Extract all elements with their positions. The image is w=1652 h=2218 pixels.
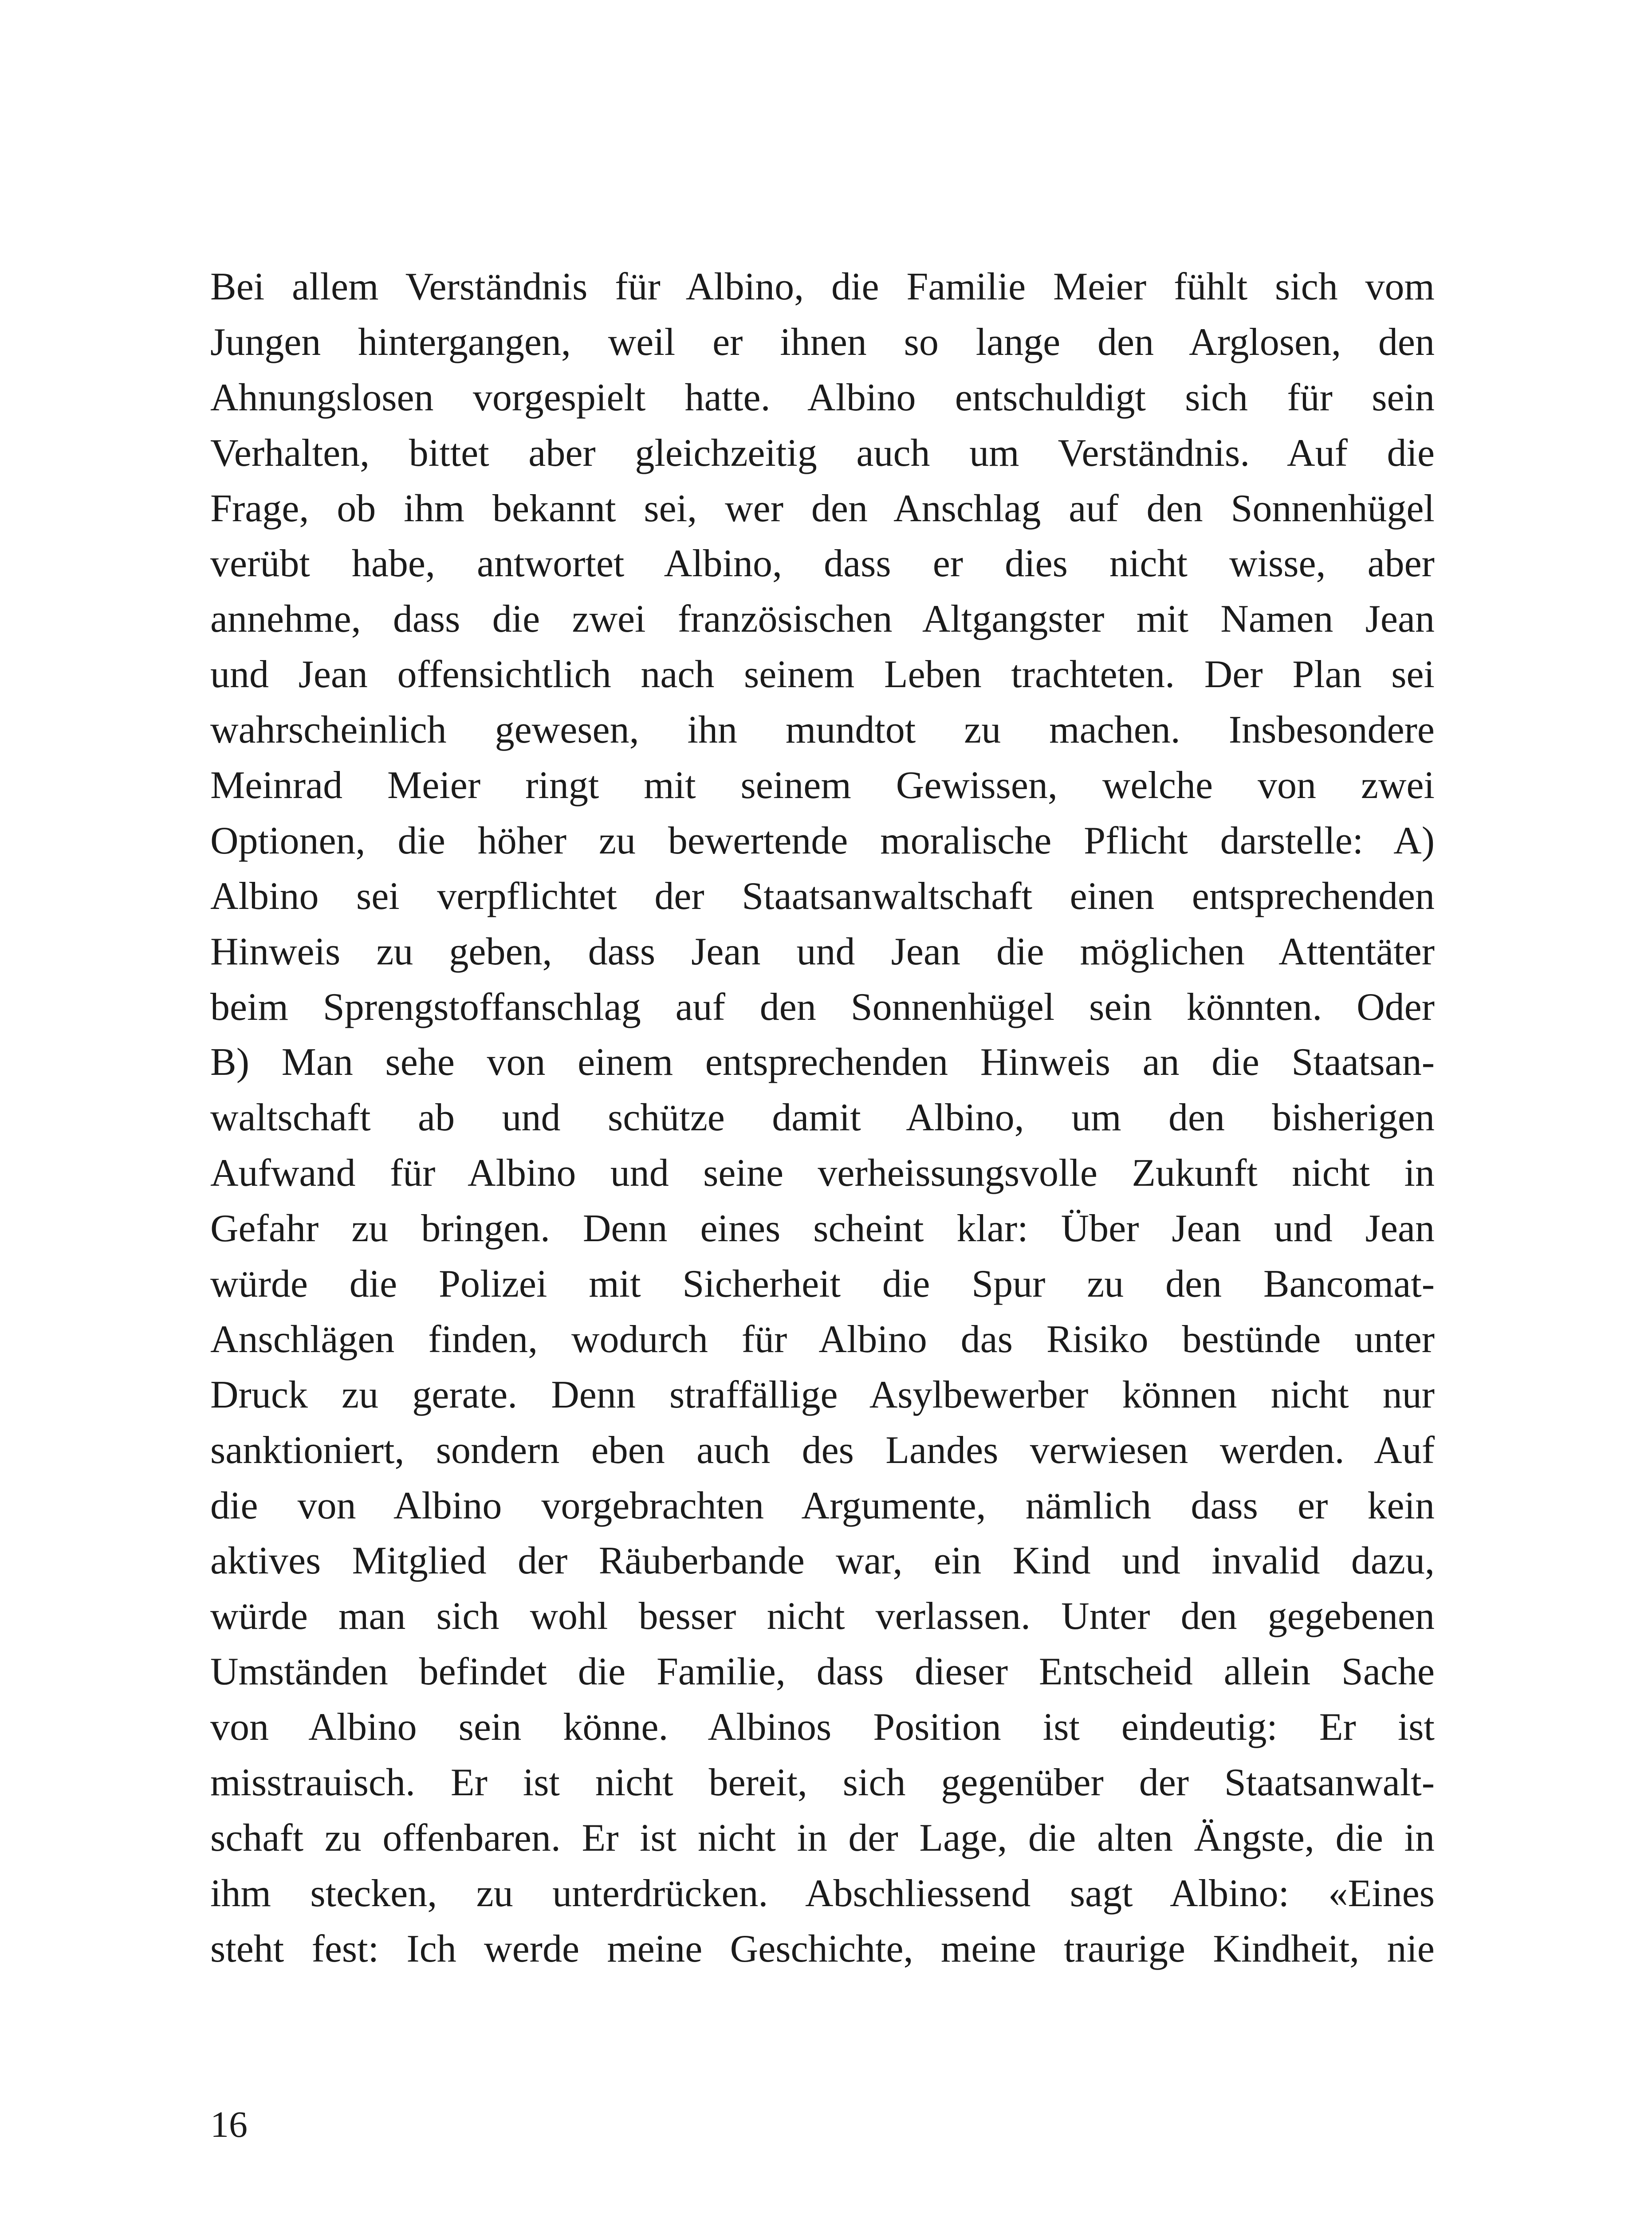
- text-line: Frage, ob ihm bekannt sei, wer den Anschlag auf den Sonnenhügel: [210, 487, 1435, 530]
- text-line: würde man sich wohl besser nicht verlassen. Unter den gegebenen: [210, 1595, 1435, 1638]
- text-line: annehme, dass die zwei französischen Altgangster mit Namen Jean: [210, 598, 1435, 641]
- text-line: Meinrad Meier ringt mit seinem Gewissen, welche von zwei: [210, 764, 1435, 807]
- text-line: verübt habe, antwortet Albino, dass er dies nicht wisse, aber: [210, 542, 1435, 586]
- text-line: Umständen befindet die Familie, dass dieser Entscheid allein Sache: [210, 1650, 1435, 1694]
- text-line: Gefahr zu bringen. Denn eines scheint klar: Über Jean und Jean: [210, 1207, 1435, 1251]
- text-line: würde die Polizei mit Sicherheit die Spur zu den Bancomat-: [210, 1262, 1435, 1306]
- text-line: aktives Mitglied der Räuberbande war, ein Kind und invalid dazu,: [210, 1539, 1435, 1583]
- text-line: misstrauisch. Er ist nicht bereit, sich gegenüber der Staatsanwalt-: [210, 1761, 1435, 1805]
- text-line: die von Albino vorgebrachten Argumente, nämlich dass er kein: [210, 1484, 1435, 1527]
- text-line: beim Sprengstoffanschlag auf den Sonnenhügel sein könnten. Oder: [210, 985, 1435, 1029]
- text-line: Anschlägen finden, wodurch für Albino das Risiko bestünde unter: [210, 1317, 1435, 1361]
- text-line: schaft zu offenbaren. Er ist nicht in der Lage, die alten Ängste, die in: [210, 1816, 1435, 1860]
- text-line: ihm stecken, zu unterdrücken. Abschliessend sagt Albino: «Eines: [210, 1872, 1435, 1915]
- text-line: wahrscheinlich gewesen, ihn mundtot zu machen. Insbesondere: [210, 708, 1435, 752]
- text-line: Verhalten, bittet aber gleichzeitig auch um Verständnis. Auf die: [210, 431, 1435, 475]
- text-line: Jungen hintergangen, weil er ihnen so lange den Arglosen, den: [210, 320, 1435, 364]
- text-line: steht fest: Ich werde meine Geschichte, meine traurige Kindheit, nie: [210, 1927, 1435, 1970]
- text-line: Optionen, die höher zu bewertende moralische Pflicht darstelle: A): [210, 819, 1435, 862]
- text-line: Druck zu gerate. Denn straffällige Asylbewerber können nicht nur: [210, 1373, 1435, 1416]
- text-line: Ahnungslosen vorgespielt hatte. Albino entschuldigt sich für sein: [210, 376, 1435, 419]
- text-line: von Albino sein könne. Albinos Position ist eindeutig: Er ist: [210, 1706, 1435, 1749]
- text-line: B) Man sehe von einem entsprechenden Hinweis an die Staatsan-: [210, 1041, 1435, 1084]
- text-line: Aufwand für Albino und seine verheissungsvolle Zukunft nicht in: [210, 1152, 1435, 1195]
- text-line: und Jean offensichtlich nach seinem Leben trachteten. Der Plan sei: [210, 653, 1435, 696]
- text-line: sanktioniert, sondern eben auch des Landes verwiesen werden. Auf: [210, 1428, 1435, 1472]
- text-line: Albino sei verpflichtet der Staatsanwaltschaft einen entsprechenden: [210, 874, 1435, 918]
- text-line: Bei allem Verständnis für Albino, die Familie Meier fühlt sich vom: [210, 265, 1435, 308]
- body-text: [210, 260, 1435, 1977]
- text-line: Hinweis zu geben, dass Jean und Jean die möglichen Attentäter: [210, 930, 1435, 973]
- page-number: 16: [210, 2104, 248, 2145]
- text-line: waltschaft ab und schütze damit Albino, um den bisherigen: [210, 1096, 1435, 1140]
